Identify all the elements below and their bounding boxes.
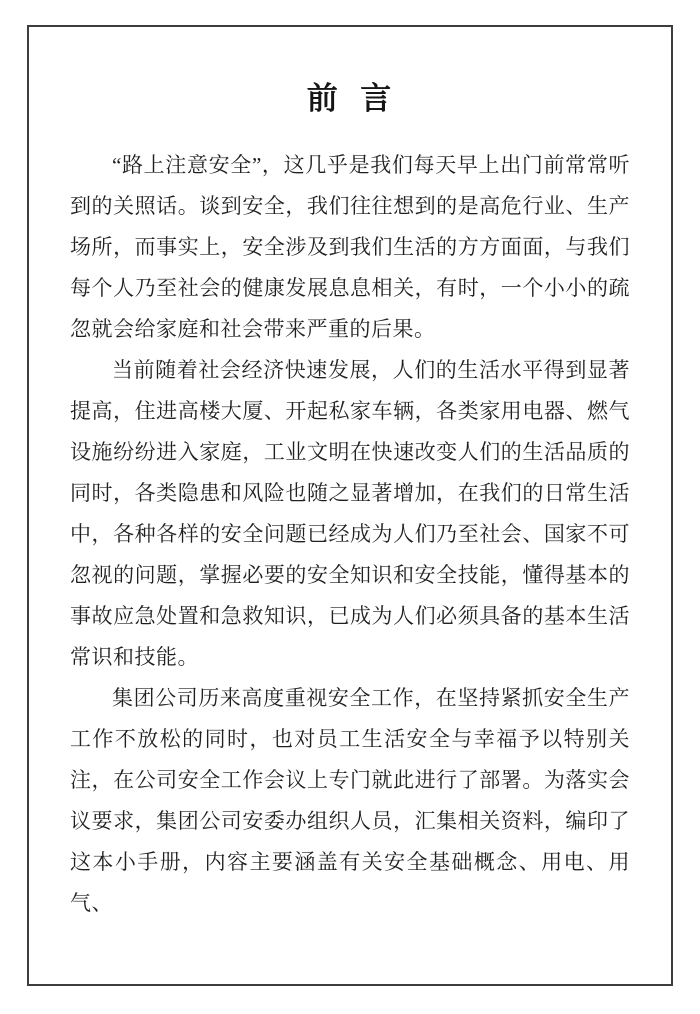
page-content (29, 27, 671, 924)
paragraph-2: 当前随着社会经济快速发展，人们的生活水平得到显著提高，住进高楼大厦、开起私家车辆，各类家用电器、燃气设施纷纷进入家庭，工业文明在快速改变人们的生活品质的同时，各类隐患和风险也随之显著增加，在我们的日常生活中，各种各样的安全问题已经成为人们乃至社会、国家不可忽视的问题，掌握必要的安全知识和安全技能，懂得基本的事故应急处置和急救知识，已成为人们必须具备的基本生活常识和技能。 (70, 358, 630, 669)
preface-title: 前 言 (306, 81, 394, 116)
paragraph-3: 集团公司历来高度重视安全工作，在坚持紧抓安全生产工作不放松的同时，也对员工生活安全与幸福予以特别关注，在公司安全工作会议上专门就此进行了部署。为落实会议要求，集团公司安委办组织人员，汇集相关资料，编印了这本小手册，内容主要涵盖有关安全基础概念、用电、用气、 (70, 686, 630, 915)
paragraph-1: “路上注意安全”，这几乎是我们每天早上出门前常常听到的关照话。谈到安全，我们往往想到的是高危行业、生产场所，而事实上，安全涉及到我们生活的方方面面，与我们每个人乃至社会的健康发展息息相关，有时，一个小小的疏忽就会给家庭和社会带来严重的后果。 (70, 153, 630, 341)
